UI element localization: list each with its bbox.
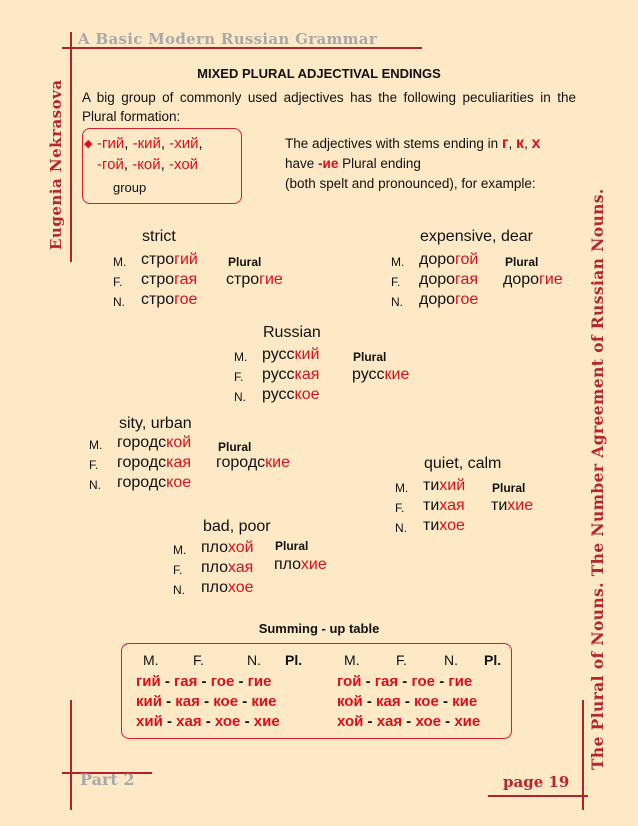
group-quiet-masc: тихий: [423, 477, 466, 494]
group-quiet-title: quiet, calm: [424, 455, 502, 472]
group-strict-label-m: M.: [113, 255, 127, 269]
group-dear-plural-label: Plural: [505, 255, 539, 269]
summary-right-row-g: гой - гая - гое - гие: [337, 673, 473, 690]
group-bad-label-f: F.: [173, 563, 183, 577]
summary-left-row-x: хий - хая - хое - хие: [136, 713, 280, 730]
group-quiet-plural-label: Plural: [492, 481, 526, 495]
summary-right-head-f: F.: [396, 652, 407, 668]
summary-left-row-k: кий - кая - кое - кие: [136, 693, 277, 710]
frame-rule-right-vert: [582, 700, 584, 810]
summary-title: Summing - up table: [258, 621, 380, 636]
group-dear-title: expensive, dear: [420, 228, 533, 245]
group-urban-masc: городской: [117, 434, 192, 451]
chapter-title: The Plural of Nouns. The Number Agreement of Russian Nouns.: [588, 188, 607, 770]
group-quiet-plural: тихие: [491, 497, 534, 514]
explanation-line-1: The adjectives with stems ending in г, к, х: [285, 135, 541, 152]
group-dear-fem: дорогая: [419, 271, 479, 288]
group-urban-plural-label: Plural: [218, 440, 252, 454]
group-quiet-neut: тихое: [423, 517, 465, 534]
group-urban-neut: городское: [117, 474, 192, 491]
group-bad-masc: плохой: [201, 539, 254, 556]
group-russian-neut: русское: [262, 386, 320, 403]
group-strict-label-n: N.: [113, 295, 125, 309]
explanation-line-3: (both spelt and pronounced), for example:: [285, 176, 536, 191]
group-bad-title: bad, poor: [203, 518, 271, 535]
group-urban-fem: городская: [117, 454, 192, 471]
group-russian-label-f: F.: [234, 370, 244, 384]
summary-left-head-m: M.: [143, 652, 159, 668]
group-urban-plural: городские: [216, 454, 291, 471]
summary-right-head-pl: Pl.: [484, 652, 502, 668]
endings-line-2: -гой, -кой, -хой: [97, 156, 199, 173]
group-strict-plural-label: Plural: [228, 255, 262, 269]
group-quiet-label-m: M.: [395, 481, 409, 495]
group-strict-label-f: F.: [113, 275, 123, 289]
summary-left-head-n: N.: [247, 652, 261, 668]
group-strict-fem: строгая: [141, 271, 198, 288]
group-quiet-label-f: F.: [395, 501, 405, 515]
group-bad-plural: плохие: [274, 556, 327, 573]
group-dear-label-n: N.: [391, 295, 403, 309]
group-russian-label-n: N.: [234, 390, 246, 404]
group-bad-label-n: N.: [173, 583, 185, 597]
group-dear-masc: дорогой: [419, 251, 479, 268]
group-russian-masc: русский: [262, 346, 320, 363]
intro-paragraph: A big group of commonly used adjectives has the following peculiarities in the Plural formation:: [82, 90, 576, 124]
summary-right-head-n: N.: [444, 652, 458, 668]
group-urban-label-f: F.: [89, 458, 99, 472]
summary-left-row-g: гий - гая - гое - гие: [136, 673, 272, 690]
frame-rule-bottom-left-vert: [70, 700, 72, 810]
group-dear-plural: дорогие: [503, 271, 563, 288]
group-quiet-fem: тихая: [423, 497, 465, 514]
group-russian-title: Russian: [263, 324, 321, 341]
summary-left-head-pl: Pl.: [285, 652, 303, 668]
footer-page-number: page 19: [503, 773, 570, 791]
group-strict-plural: строгие: [226, 271, 283, 288]
summary-right-row-x: хой - хая - хое - хие: [337, 713, 481, 730]
diamond-bullet-icon: ◆: [84, 138, 93, 150]
group-russian-fem: русская: [262, 366, 320, 383]
book-title: A Basic Modern Russian Grammar: [78, 30, 378, 48]
group-dear-label-f: F.: [391, 275, 401, 289]
summary-right-row-k: кой - кая - кое - кие: [337, 693, 478, 710]
summary-right-head-m: M.: [344, 652, 360, 668]
group-russian-plural-label: Plural: [353, 350, 387, 364]
summary-left-head-f: F.: [193, 652, 204, 668]
group-urban-label-m: M.: [89, 438, 103, 452]
group-quiet-label-n: N.: [395, 521, 407, 535]
group-dear-label-m: M.: [391, 255, 405, 269]
endings-line-1: -гий, -кий, -хий,: [97, 135, 203, 152]
footer-part: Part 2: [80, 770, 135, 789]
endings-list: [97, 133, 203, 175]
group-bad-neut: плохое: [201, 579, 254, 596]
group-russian-plural: русские: [352, 366, 410, 383]
group-bad-label-m: M.: [173, 543, 187, 557]
rule-explanation: [285, 134, 540, 194]
group-dear-neut: дорогое: [419, 291, 479, 308]
group-label: group: [113, 180, 147, 195]
group-russian-label-m: M.: [234, 350, 248, 364]
group-strict-title: strict: [142, 228, 176, 245]
group-bad-fem: плохая: [201, 559, 254, 576]
group-bad-plural-label: Plural: [275, 539, 309, 553]
frame-rule-bottom-right: [488, 795, 588, 797]
section-title: MIXED PLURAL ADJECTIVAL ENDINGS: [197, 66, 441, 81]
author-name: Eugenia Nekrasova: [47, 79, 65, 250]
explanation-line-2: have -ие Plural ending: [285, 156, 421, 171]
group-strict-masc: строгий: [141, 251, 198, 268]
group-urban-title: sity, urban: [119, 415, 192, 432]
group-strict-neut: строгое: [141, 291, 198, 308]
group-urban-label-n: N.: [89, 478, 101, 492]
